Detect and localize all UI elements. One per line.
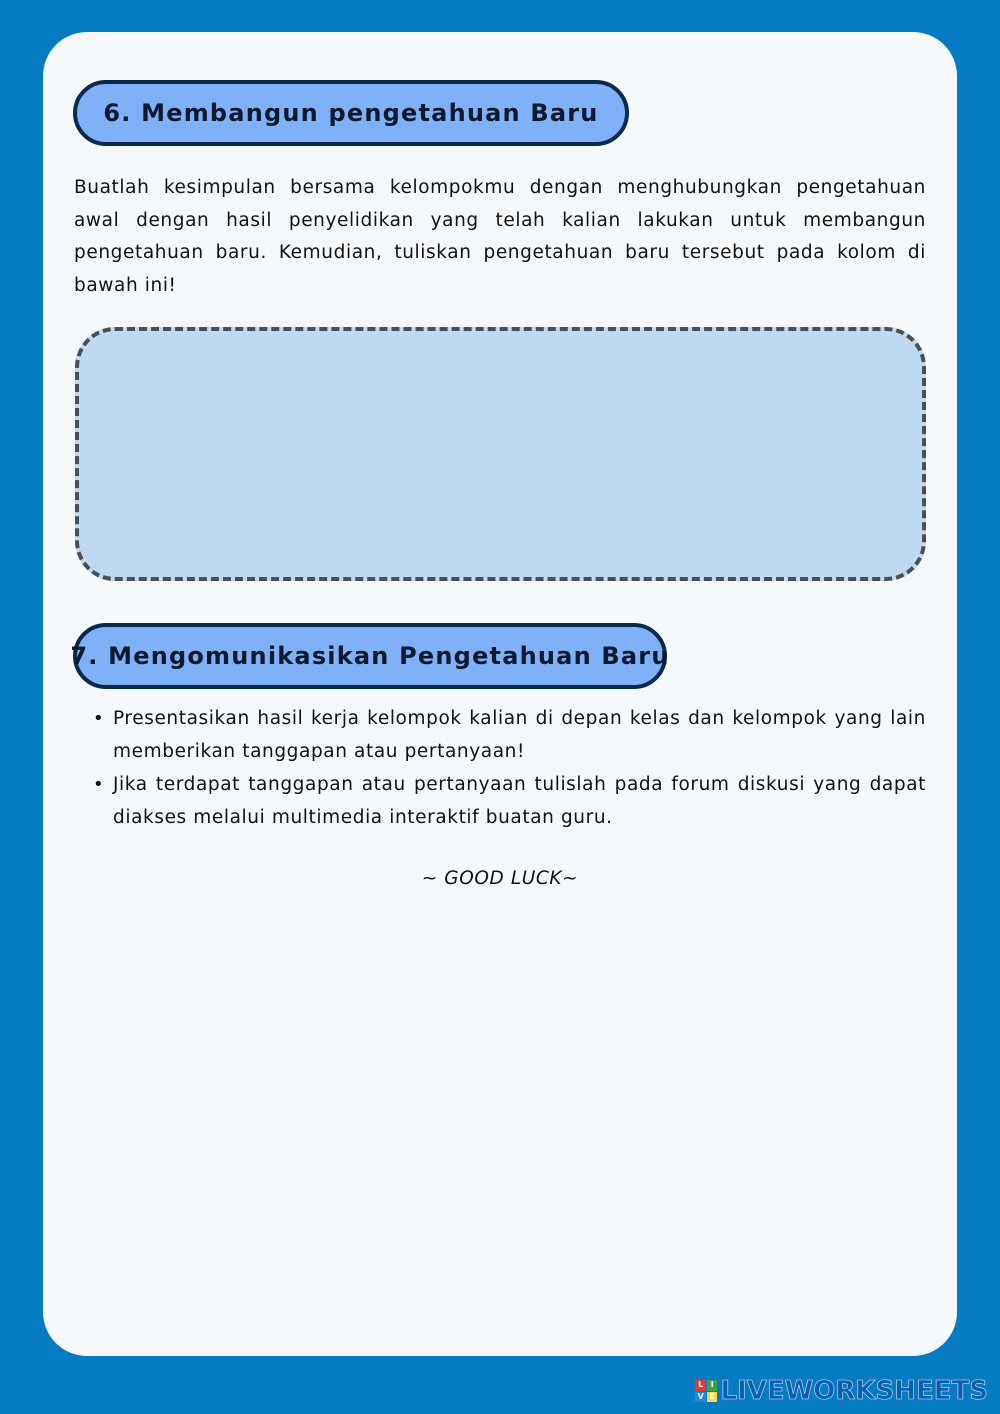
section-6-heading: [73, 80, 629, 146]
brand-name: LIVEWORKSHEETS: [720, 1376, 988, 1406]
logo-letter: E: [707, 1392, 718, 1403]
liveworksheets-logo-icon: [695, 1380, 717, 1402]
list-item: [93, 703, 926, 768]
section-6-instruction: Buatlah kesimpulan bersama kelompokmu dengan menghubungkan pengetahuan awal dengan hasil penyelidikan yang telah kalian lakukan untuk membangun pengetahuan baru. Kemudian, tuliskan pengetahuan baru tersebut pada kolom di bawah ini!: [74, 177, 926, 296]
list-item-text: Jika terdapat tanggapan atau pertanyaan tulislah pada forum diskusi yang dapat diakses melalui multimedia interaktif buatan guru.: [113, 774, 926, 828]
bullet-icon: •: [93, 774, 105, 795]
answer-text-box[interactable]: [75, 327, 926, 581]
list-item: [93, 769, 926, 834]
logo-letter: V: [695, 1392, 706, 1403]
liveworksheets-brand: [695, 1374, 988, 1408]
bullet-icon: •: [93, 708, 105, 729]
section-7-title: 7. Mengomunikasikan Pengetahuan Baru: [70, 642, 670, 670]
section-7-heading: [70, 623, 670, 689]
section-6-title: 6. Membangun pengetahuan Baru: [103, 99, 599, 127]
list-item-text: Presentasikan hasil kerja kelompok kalian di depan kelas dan kelompok yang lain memberikan tanggapan atau pertanyaan!: [113, 708, 926, 762]
logo-letter: I: [707, 1380, 718, 1391]
closing-message: ~ GOOD LUCK~: [421, 868, 579, 889]
section-7-bullet-list: [93, 703, 926, 835]
logo-letter: L: [695, 1380, 706, 1391]
